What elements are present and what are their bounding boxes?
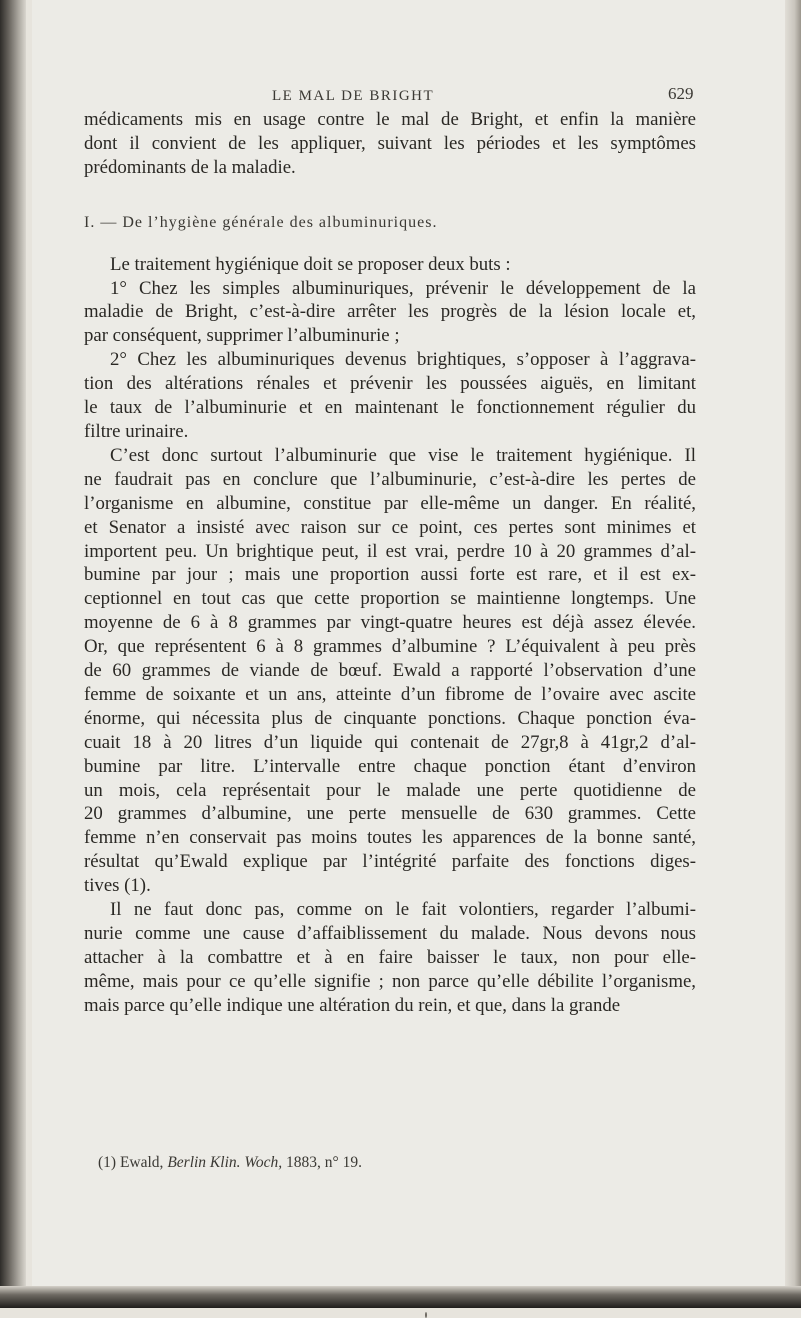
paragraph <box>84 253 696 277</box>
footnote-marker: (1) <box>98 1154 117 1171</box>
paragraph <box>84 444 696 898</box>
text-line: le taux de l’albuminurie et en maintenant le fonctionnement régulier du <box>84 397 696 419</box>
text-line: prédominants de la maladie. <box>84 156 296 178</box>
text-line: Il ne faut donc pas, comme on le fait volontiers, regarder l’albumi- <box>110 899 696 921</box>
text-line: moyenne de 6 à 8 grammes par vingt-quatre heures est déjà assez élevée. <box>84 612 696 634</box>
text-line: bumine par litre. L’intervalle entre chaque ponction étant d’environ <box>84 755 696 777</box>
text-line: tives (1). <box>84 875 151 897</box>
footnote-source: Berlin Klin. Woch, <box>167 1154 283 1171</box>
page-body <box>84 108 696 1018</box>
book-page <box>32 0 785 1286</box>
book-binding-shadow <box>0 0 26 1308</box>
text-line: cuait 18 à 20 litres d’un liquide qui contenait de 27gr,8 à 41gr,2 d’al- <box>84 731 696 753</box>
text-line: même, mais pour ce qu’elle signifie ; non parce qu’elle débilite l’organisme, <box>84 970 696 992</box>
footnote-author: Ewald, <box>119 1154 164 1171</box>
page-number: 629 <box>668 84 694 103</box>
paragraph <box>84 348 696 444</box>
text-line: Or, que représentent 6 à 8 grammes d’albumine ? L’équivalent à peu près <box>84 636 696 658</box>
page-edge-right <box>785 0 801 1308</box>
text-line: et Senator a insisté avec raison sur ce point, ces pertes sont minimes et <box>84 516 696 538</box>
text-line: femme de soixante et un ans, atteinte d’un fibrome de l’ovaire avec ascite <box>84 683 696 705</box>
text-line: ceptionnel en tout cas que cette proportion se maintienne longtemps. Une <box>84 588 696 610</box>
text-line: de 60 grammes de viande de bœuf. Ewald a rapporté l’observation d’une <box>84 660 696 682</box>
running-title: LE MAL DE BRIGHT <box>272 88 435 104</box>
text-line: tion des altérations rénales et prévenir les poussées aiguës, en limitant <box>84 373 696 395</box>
paragraph-intro <box>84 108 696 180</box>
text-line: bumine par jour ; mais une proportion aussi forte est rare, et il est ex- <box>84 564 696 586</box>
paragraph <box>84 277 696 349</box>
footnote-details: 1883, n° 19. <box>286 1154 362 1171</box>
text-line: énorme, qui nécessita plus de cinquante ponctions. Chaque ponction éva- <box>84 707 696 729</box>
section-heading: I. — De l’hygiène générale des albuminuriques. <box>84 213 438 231</box>
text-line: 20 grammes d’albumine, une perte mensuelle de 630 grammes. Cette <box>84 803 696 825</box>
text-line: l’organisme en albumine, constitue par elle-même un danger. En réalité, <box>84 492 696 514</box>
text-line: 2° Chez les albuminuriques devenus brightiques, s’opposer à l’aggrava- <box>110 349 696 371</box>
text-line: 1° Chez les simples albuminuriques, prévenir le développement de la <box>110 277 696 299</box>
text-line: nurie comme une cause d’affaiblissement du malade. Nous devons nous <box>84 923 696 944</box>
text-line: femme n’en conservait pas moins toutes les apparences de la bonne santé, <box>84 827 696 849</box>
footnote <box>98 1154 362 1172</box>
text-line: dont il convient de les appliquer, suivant les périodes et les symptômes <box>84 132 696 154</box>
text-line: mais parce qu’elle indique une altération du rein, et que, dans la grande <box>84 994 621 1016</box>
text-line: ne faudrait pas en conclure que l’albuminurie, c’est-à-dire les pertes de <box>84 468 696 490</box>
text-line: C’est donc surtout l’albuminurie que vise le traitement hygiénique. Il <box>110 444 696 466</box>
text-line: maladie de Bright, c’est-à-dire arrêter les progrès de la lésion locale et, <box>84 301 696 323</box>
print-speck <box>425 1312 427 1318</box>
paragraph <box>84 898 696 1018</box>
text-line: importent peu. Un brightique peut, il est vrai, perdre 10 à 20 grammes d’al- <box>84 540 696 562</box>
text-line: résultat qu’Ewald explique par l’intégrité parfaite des fonctions diges- <box>84 851 696 873</box>
text-line: Le traitement hygiénique doit se proposer deux buts : <box>110 253 511 275</box>
text-line: attacher à la combattre et à en faire baisser le taux, non pour elle- <box>84 946 696 968</box>
text-line: médicaments mis en usage contre le mal de Bright, et enfin la manière <box>84 109 696 130</box>
text-line: filtre urinaire. <box>84 420 189 442</box>
page-edge-bottom <box>0 1286 801 1308</box>
text-line: un mois, cela représentait pour le malade une perte quotidienne de <box>84 779 696 801</box>
paragraph-list <box>84 253 696 1018</box>
text-line: par conséquent, supprimer l’albuminurie ; <box>84 325 400 347</box>
